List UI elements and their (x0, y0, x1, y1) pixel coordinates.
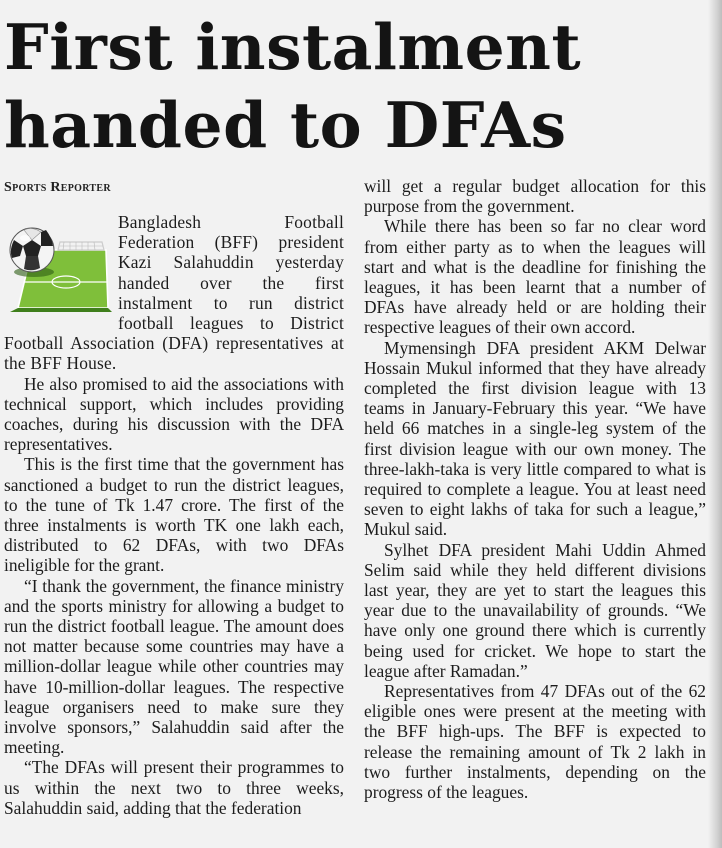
paragraph: He also promised to aid the associations with technical support, which includes providing coaches, during his discussion with the DFA representatives. (4, 373, 344, 455)
paragraph: While there has been so far no clear word from either party as to when the leagues will start and what is the deadline for finishing the leagues, it has been learnt that a number of DFAs have already held or are holding their respective leagues of their own accord. (364, 216, 706, 338)
headline-line-2: handed to DFAs (4, 88, 567, 162)
headline (4, 8, 704, 164)
article-column-2 (364, 176, 706, 802)
paragraph: Sylhet DFA president Mahi Uddin Ahmed Selim said while they held different divisions last year, they are yet to start the leagues this year due to the unavailability of grounds. “We have only one ground there which is currently being used for cricket. We hope to start the league after Ramadan.” (364, 539, 706, 681)
page-fold-shadow (708, 0, 722, 848)
football-field-icon (4, 212, 112, 312)
article-column-1 (4, 212, 344, 818)
paragraph: This is the first time that the government has sanctioned a budget to run the district leagues, to the tune of Tk 1.47 crore. The first of the three instalments is worth TK one lakh each, distributed to 62 DFAs, with two DFAs ineligible for the grant. (4, 454, 344, 576)
byline: Sports Reporter (4, 180, 111, 195)
paragraph: Mymensingh DFA president AKM Delwar Hossain Mukul informed that they have already completed the first division league with 13 teams in January-February this year. “We have held 66 matches in a single-leg system of the first division league with our own money. The three-lakh-taka is very little compared to what is required to complete a league. You at least need seven to eight lakhs of taka for such a league,” Mukul said. (364, 337, 706, 540)
headline-line-1: First instalment (4, 10, 582, 84)
paragraph: “I thank the government, the finance ministry and the sports ministry for allowing a budget to run the district football league. The amount does not matter because some countries may have a million-dollar league while other countries may have 10-million-dollar leagues. The respective league organisers need to make sure they involve sponsors,” Salahuddin said after the meeting. (4, 575, 344, 758)
paragraph: will get a regular budget allocation for this purpose from the government. (364, 176, 706, 217)
paragraph: Representatives from 47 DFAs out of the 62 eligible ones were present at the meeting with the BFF high-ups. The BFF is expected to release the remaining amount of Tk 2 lakh in two further instalments, depending on the progress of the leagues. (364, 681, 706, 803)
paragraph: “The DFAs will present their programmes to us within the next two to three weeks, Salahuddin said, adding that the federation (4, 757, 344, 818)
paragraph: Bangladesh Football Federation (BFF) president Kazi Salahuddin yesterday handed over the first instalment to run district football leagues to District Football Association (DFA) representatives at the BFF House. (4, 212, 344, 374)
